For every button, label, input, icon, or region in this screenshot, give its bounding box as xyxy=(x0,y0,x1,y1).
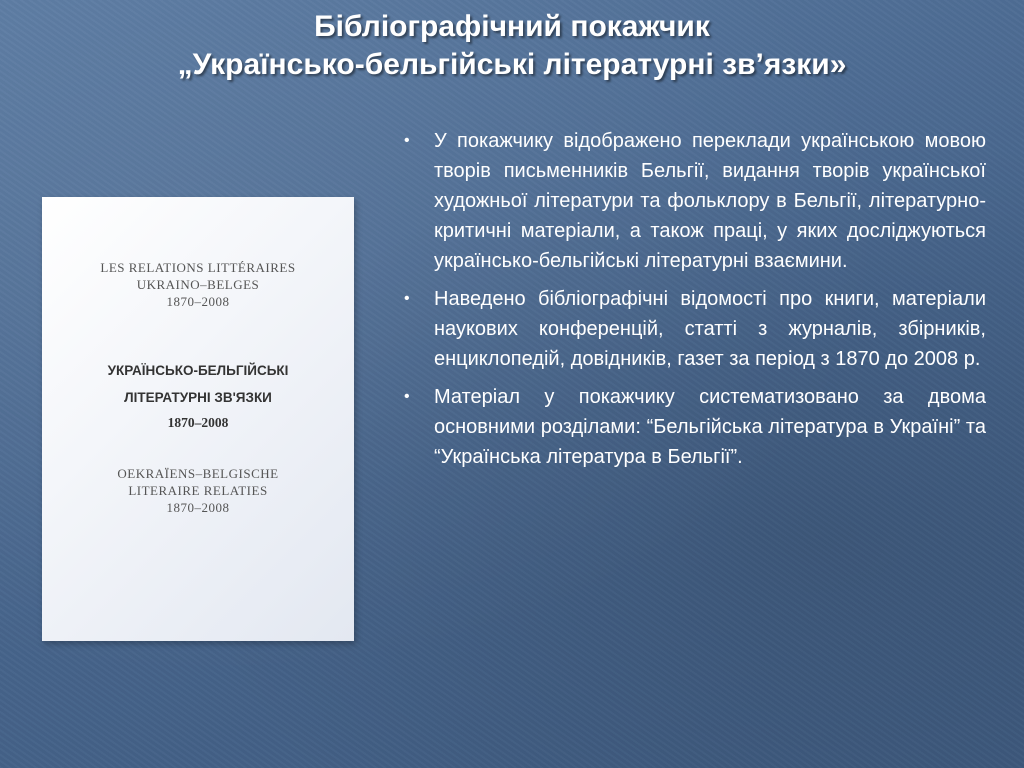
bullet-item xyxy=(404,382,986,472)
book-cover-dutch-block xyxy=(42,465,354,516)
book-cover-ukrainian-block xyxy=(42,357,354,431)
book-cover-years: 1870–2008 xyxy=(166,294,230,309)
book-cover-text: LITERAIRE RELATIES xyxy=(128,483,268,498)
book-cover-text: УКРАЇНСЬКО-БЕЛЬГІЙСЬКІ xyxy=(107,363,289,378)
bullet-text: Наведено бібліографічні відомості про книги, матеріали наукових конференцій, статті з журналів, збірників, енциклопедій, довідників, газет за період з 1870 до 2008 р. xyxy=(434,288,986,370)
bullet-marker: • xyxy=(404,132,410,149)
book-cover-text: OEKRAÏENS–BELGISCHE xyxy=(117,466,279,481)
book-cover-text: UKRAINO–BELGES xyxy=(136,277,260,292)
book-cover-years: 1870–2008 xyxy=(166,500,230,515)
bullet-text: Матеріал у покажчику систематизовано за двома основними розділами: “Бельгійська література в Україні” та “Українська література в Бельгії”. xyxy=(434,386,986,468)
slide-title-line-1: Бібліографічний покажчик xyxy=(314,10,710,43)
bullet-list xyxy=(404,126,986,480)
bullet-marker: • xyxy=(404,388,410,405)
book-cover-text: ЛІТЕРАТУРНІ ЗВ'ЯЗКИ xyxy=(124,390,272,405)
book-cover-french-block xyxy=(42,259,354,310)
slide-title-line-2: „Українсько-бельгійські літературні зв’язки» xyxy=(177,48,847,81)
bullet-marker: • xyxy=(404,290,410,307)
book-cover-years: 1870–2008 xyxy=(167,415,229,430)
bullet-text: У покажчику відображено переклади українською мовою творів письменників Бельгії, видання творів української художньої літератури та фольклору в Бельгії, літературно-критичні матеріали, а також праці, у яких досліджуються українсько-бельгійські літературні взаємини. xyxy=(434,130,986,272)
book-cover-image xyxy=(42,197,354,641)
book-cover-text: LES RELATIONS LITTÉRAIRES xyxy=(100,260,296,275)
bullet-item xyxy=(404,284,986,374)
bullet-item xyxy=(404,126,986,276)
slide-title xyxy=(0,8,1024,84)
